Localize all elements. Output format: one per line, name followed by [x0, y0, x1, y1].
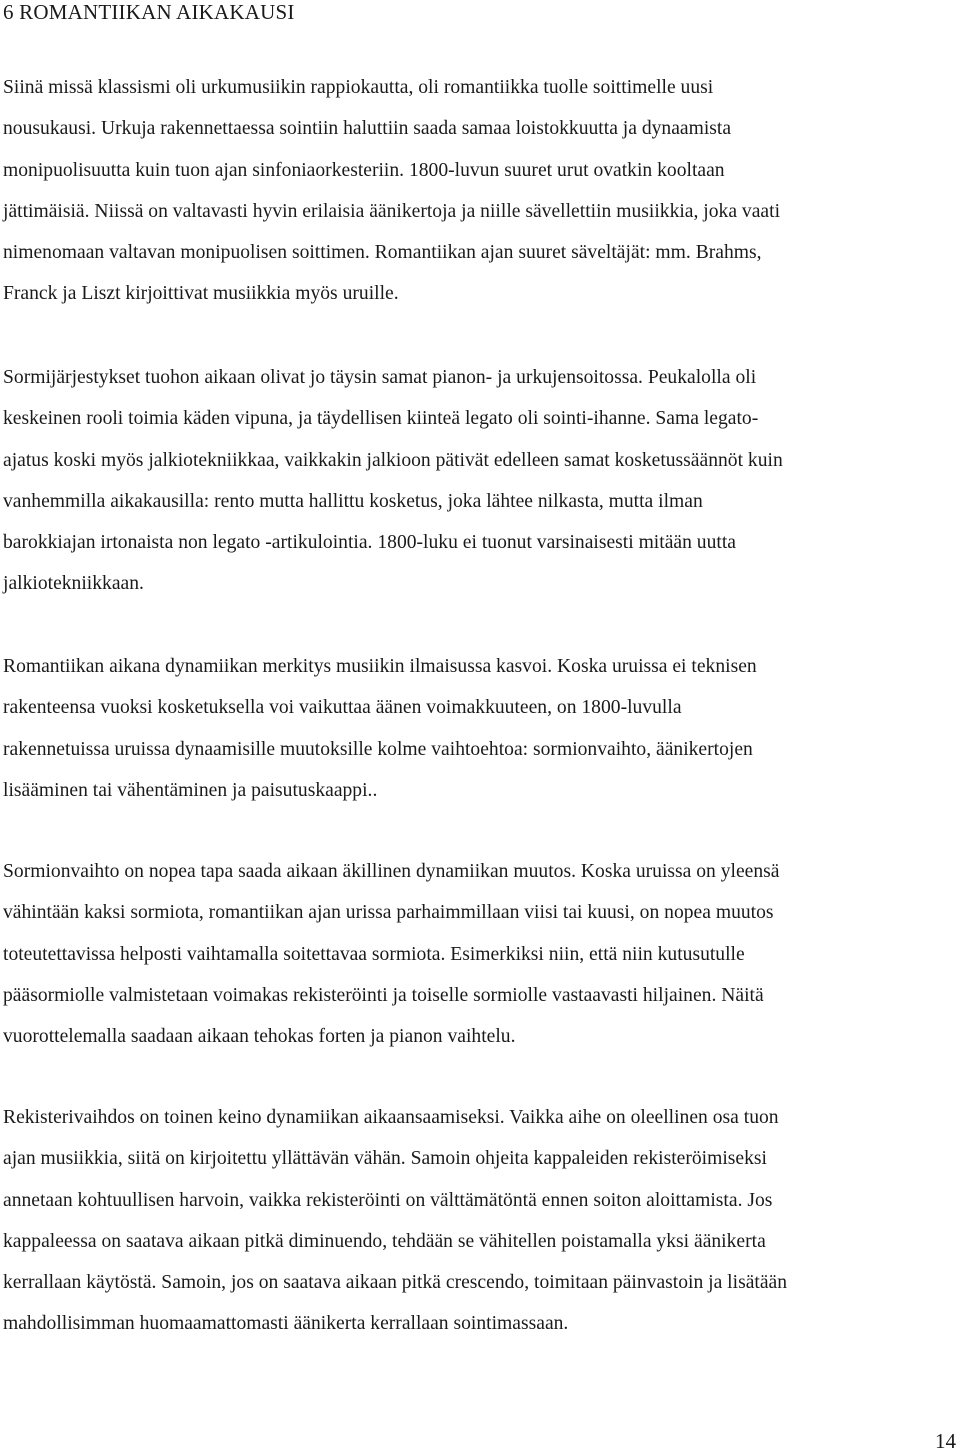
- text-line: Rekisterivaihdos on toinen keino dynamiikan aikaansaamiseksi. Vaikka aihe on oleellinen osa tuon: [3, 1107, 779, 1128]
- text-line: Sormijärjestykset tuohon aikaan olivat jo täysin samat pianon- ja urkujensoitossa. Peukalolla oli: [3, 367, 757, 388]
- text-line: jättimäisiä. Niissä on valtavasti hyvin erilaisia äänikertoja ja niille sävellettiin musiikkia, joka vaati: [3, 200, 781, 222]
- text-line: nimenomaan valtavan monipuolisen soittimen. Romantiikan ajan suuret säveltäjät: mm. Brahms,: [3, 242, 762, 264]
- text-line: mahdollisimman huomaamattomasti äänikerta kerrallaan sointimassaan.: [3, 1313, 569, 1335]
- paragraph-1: [3, 67, 780, 315]
- text-line: ajan musiikkia, siitä on kirjoitettu yllättävän vähän. Samoin ohjeita kappaleiden rekisteröimiseksi: [3, 1148, 767, 1170]
- text-line: ajatus koski myös jalkiotekniikkaa, vaikkakin jalkioon pätivät edelleen samat kosketussäännöt kuin: [3, 449, 783, 471]
- text-line: Siinä missä klassismi oli urkumusiikin rappiokautta, oli romantiikka tuolle soittimelle uusi: [3, 77, 714, 98]
- text-line: kappaleessa on saatava aikaan pitkä diminuendo, tehdään se vähitellen poistamalla yksi äänikerta: [3, 1230, 766, 1252]
- text-line: Romantiikan aikana dynamiikan merkitys musiikin ilmaisussa kasvoi. Koska uruissa ei teknisen: [3, 656, 757, 677]
- text-line: jalkiotekniikkaan.: [3, 573, 144, 595]
- paragraph-2: [3, 357, 783, 605]
- text-line: Sormionvaihto on nopea tapa saada aikaan äkillinen dynamiikan muutos. Koska uruissa on yleensä: [3, 861, 780, 882]
- page-number: 14: [935, 1429, 956, 1453]
- text-line: vähintään kaksi sormiota, romantiikan ajan urissa parhaimmillaan viisi tai kuusi, on nopea muutos: [3, 902, 774, 924]
- paragraph-4: [3, 851, 780, 1057]
- paragraph-3: [3, 646, 757, 811]
- text-line: vanhemmilla aikakausilla: rento mutta hallittu kosketus, joka lähtee nilkasta, mutta ilman: [3, 490, 703, 512]
- text-line: nousukausi. Urkuja rakennettaessa sointiin haluttiin saada samaa loistokkuutta ja dynaamista: [3, 118, 732, 140]
- text-line: Franck ja Liszt kirjoittivat musiikkia myös uruille.: [3, 283, 399, 305]
- document-page: [3, 0, 958, 1335]
- text-line: keskeinen rooli toimia käden vipuna, ja täydellisen kiinteä legato oli sointi-ihanne. Sama legato-: [3, 408, 759, 430]
- text-line: toteutettavissa helposti vaihtamalla soitettavaa sormiota. Esimerkiksi niin, että niin kutusutulle: [3, 943, 745, 965]
- text-line: barokkiajan irtonaista non legato -artikulointia. 1800-luku ei tuonut varsinaisesti mitään uutta: [3, 532, 736, 554]
- text-line: pääsormiolle valmistetaan voimakas rekisteröinti ja toiselle sormiolle vastaavasti hiljainen. Näitä: [3, 984, 764, 1006]
- text-line: kerrallaan käytöstä. Samoin, jos on saatava aikaan pitkä crescendo, toimitaan päinvastoin ja lisätään: [3, 1272, 788, 1294]
- text-line: rakenteensa vuoksi kosketuksella voi vaikuttaa äänen voimakkuuteen, on 1800-luvulla: [3, 697, 682, 719]
- text-line: annetaan kohtuullisen harvoin, vaikka rekisteröinti on välttämätöntä ennen soiton aloittamista. Jos: [3, 1189, 773, 1211]
- chapter-heading: 6 ROMANTIIKAN AIKAKAUSI: [3, 0, 295, 24]
- paragraph-5: [3, 1097, 787, 1345]
- text-line: vuorottelemalla saadaan aikaan tehokas forten ja pianon vaihtelu.: [3, 1026, 516, 1048]
- text-line: monipuolisuutta kuin tuon ajan sinfoniaorkesteriin. 1800-luvun suuret urut ovatkin kooltaan: [3, 159, 725, 181]
- text-line: lisääminen tai vähentäminen ja paisutuskaappi..: [3, 779, 378, 801]
- text-line: rakennetuissa uruissa dynaamisille muutoksille kolme vaihtoehtoa: sormionvaihto, äänikertojen: [3, 738, 753, 760]
